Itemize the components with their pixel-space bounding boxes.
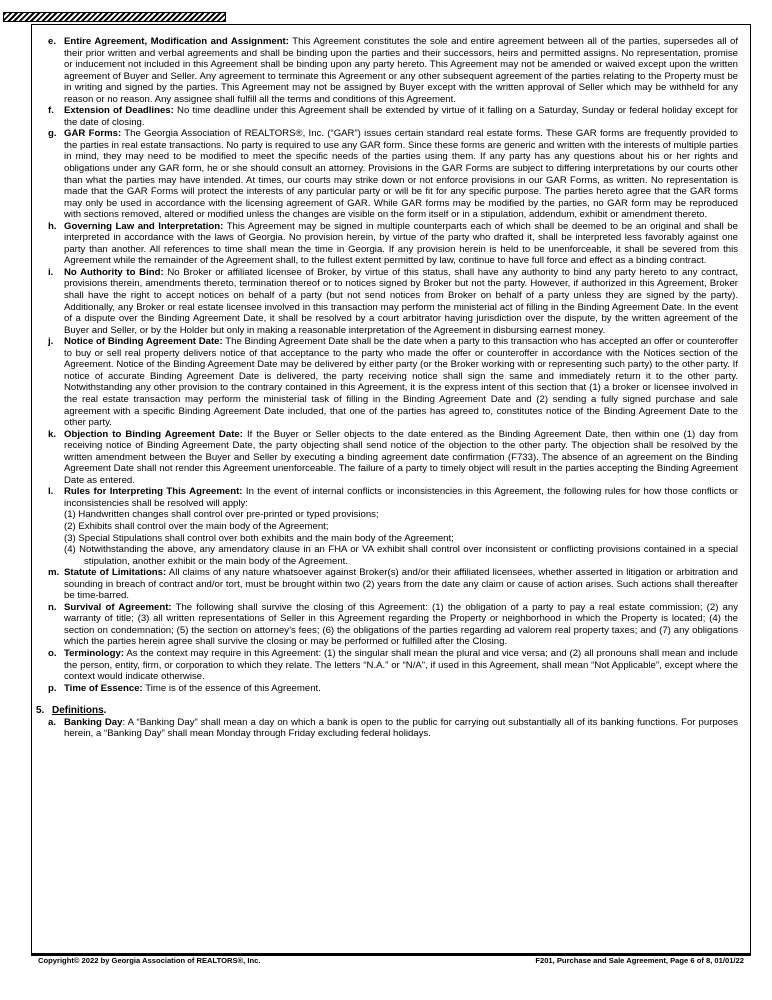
clause-label: f.	[48, 105, 54, 117]
rules-list-item: (2) Exhibits shall control over the main body of the Agreement;	[64, 520, 329, 532]
clause-title: No Authority to Bind:	[64, 266, 164, 278]
clause-label: p.	[48, 682, 57, 694]
clause-label: o.	[48, 647, 57, 659]
clause-title: Governing Law and Interpretation:	[64, 220, 224, 232]
clause-text: Time is of the essence of this Agreement.	[142, 682, 321, 694]
section-title: Definitions	[52, 705, 104, 717]
clause-label: g.	[48, 128, 57, 140]
section-title-period: .	[103, 705, 107, 717]
clause-title: Banking Day	[64, 716, 123, 728]
clause-p	[48, 683, 738, 695]
clause-title: Extension of Deadlines:	[64, 105, 174, 117]
clause-title: GAR Forms:	[64, 128, 122, 140]
header-hatch-bar	[3, 12, 226, 22]
definition-a	[48, 717, 738, 740]
clause-label: m.	[48, 567, 60, 579]
clause-text: No Broker or affiliated licensee of Broker, by virtue of this status, shall have any authority to bind any party hereto to any contract, provisions therein, amendments thereto, termination thereof or to notices signed by Broker but not the party. However, if authorized in this Agreement, Broker shall have the right to accept notices on behalf of a party (but not send notices from Broker on behalf of a party unless they are signed by the party). Additionally, any Broker or real estate licensee involved in this transaction may perform the ministerial act of filling in the Binding Agreement Date. In the event of a dispute over the Binding Agreement Date, it shall be resolved by a court arbitrator having jurisdiction over the dispute, by the written agreement of the Buyer and Seller, or by the Holder but only in making a reasonable interpretation of the Agreement in disbursing earnest money.	[64, 266, 738, 336]
clause-text: The following shall survive the closing of this Agreement: (1) the obligation of a party to pay a real estate commission; (2) any warranty of title; (3) all written representations of Seller in this Agreement regarding the Property or neighborhood in which the Property is located; (4) the section on condemnation; (5) the section on attorney’s fees; (6) the obligations of the parties regarding ad valorem real property taxes; and (7) any obligations which the parties herein agree shall survive the closing or may be performed or fulfilled after the Closing.	[64, 601, 739, 648]
clause-label: h.	[48, 220, 57, 232]
clause-label: n.	[48, 601, 57, 613]
clause-text: : A “Banking Day” shall mean a day on which a bank is open to the public for carrying out substantially all of its banking functions. For purposes herein, a “Banking Day” shall mean Monday through Friday excluding federal holidays.	[64, 716, 738, 740]
clause-text: The Georgia Association of REALTORS®, Inc. (“GAR”) issues certain standard real estate forms. These GAR forms are frequently provided to the parties in real estate transactions. No party is required to use any GAR form. Since these forms are generic and written with the interests of multiple parties in mind, they may need to be modified to meet the specific needs of the parties using them. If any party has any questions about his or her rights and obligations under any GAR form, he or she should consult an attorney. Provisions in the GAR Forms are subject to differing interpretations by our courts other than what the parties may have intended. At times, our courts may strike down or not enforce provisions in our GAR Forms, as written. No representation is made that the GAR Forms will protect the interests of any particular party or will be fit for any specific purpose. The parties hereto agree that the GAR forms may only be used in accordance with the licensing agreement of GAR. While GAR forms may be modified by the parties, no GAR form may be reproduced with sections removed, altered or modified unless the changes are visible on the form itself or in a stipulation, addendum, exhibit or amendment thereto.	[64, 128, 738, 221]
clause-title: Statute of Limitations:	[64, 567, 167, 579]
clause-title: Time of Essence:	[64, 682, 143, 694]
clause-label: l.	[48, 486, 54, 498]
rules-list	[64, 509, 738, 567]
clause-text: This Agreement constitutes the sole and entire agreement between all of the parties, supersedes all of their prior written and verbal agreements and shall be binding upon the parties and their successors, heirs and permitted assigns. No representation, promise or inducement not included in this Agreement shall be binding upon any party hereto. This Agreement may not be amended or waived except upon the written agreement of Buyer and Seller. Any agreement to terminate this Agreement or any other subsequent agreement of the parties relating to the Property must be in writing and signed by the parties. This Agreement may not be assigned by Buyer except with the written approval of Seller which may be withheld for any reason or no reason. Any assignee shall fulfill all the terms and conditions of this Agreement.	[64, 36, 738, 105]
clause-j	[48, 336, 738, 428]
clause-title: Survival of Agreement:	[64, 601, 172, 613]
clause-title: Objection to Binding Agreement Date:	[64, 428, 243, 440]
footer-copyright: Copyright© 2022 by Georgia Association of REALTORS®, Inc.	[38, 956, 261, 965]
clause-l	[48, 486, 738, 567]
clause-title: Rules for Interpreting This Agreement:	[64, 486, 243, 498]
clause-text: As the context may require in this Agreement: (1) the singular shall mean the plural and vice versa; and (2) all pronouns shall mean and include the person, entity, firm, or corporation to which they relate. The letters “N.A.” or “N/A”, if used in this Agreement, shall mean “Not Applicable”, except where the context would indicate otherwise.	[64, 647, 738, 683]
clause-m	[48, 567, 738, 602]
clause-g	[48, 128, 738, 220]
clause-n	[48, 602, 738, 648]
clause-label: e.	[48, 36, 57, 47]
clause-text: All claims of any nature whatsoever against Broker(s) and/or their affiliated licensees, whether asserted in litigation or arbitration and sounding in breach of contract and/or tort, must be brought within two (2) years from the date any claim or cause of action arises. Such actions shall thereafter be time-barred.	[64, 567, 739, 602]
clause-label: i.	[48, 266, 54, 278]
clause-f	[48, 105, 738, 128]
clause-label: k.	[48, 428, 57, 440]
page-footer	[38, 956, 744, 965]
rules-list-item: (3) Special Stipulations shall control over both exhibits and the main body of the Agreement;	[64, 532, 454, 544]
clause-text: This Agreement may be signed in multiple counterparts each of which shall be deemed to be an original and shall be interpreted in accordance with the laws of Georgia. No provision herein, by virtue of the party who drafted it, shall be interpreted less favorably against one party than another. All references to time shall mean the time in Georgia. If any provision herein is held to be unenforceable, it shall be severed from this Agreement while the remainder of the Agreement shall, to the fullest extent permitted by law, continue to have full force and effect as a binding contract.	[64, 220, 738, 267]
clause-text: In the event of internal conflicts or inconsistencies in this Agreement, the following rules for how those conflicts or inconsistencies shall be resolved will apply:	[64, 486, 738, 509]
rules-list-item: (1) Handwritten changes shall control over pre-printed or typed provisions;	[64, 509, 379, 521]
clause-text: If the Buyer or Seller objects to the date entered as the Binding Agreement Date, then within one (1) day from receiving notice of Binding Agreement Date, the party objecting shall send notice of the objection to the other party. The objection shall be resolved by the written amendment between the Buyer and Seller by executing a binding agreement date confirmation (F733). The absence of an agreement on the Binding Agreement Date shall not render this Agreement unenforceable. The failure of a party to timely object will result in the parties accepting the Binding Agreement Date as entered.	[64, 428, 738, 486]
rules-list-item: (4) Notwithstanding the above, any amendatory clause in an FHA or VA exhibit shall control over inconsistent or conflicting provisions contained in a special stipulation, another exhibit or the main body of the Agreement.	[64, 544, 738, 567]
clause-title: Entire Agreement, Modification and Assignment:	[64, 36, 289, 47]
clause-label: j.	[48, 336, 54, 348]
clause-i	[48, 267, 738, 336]
section-number: 5.	[36, 705, 45, 717]
clause-h	[48, 221, 738, 267]
document-body	[36, 36, 739, 740]
clause-label: a.	[48, 716, 57, 728]
clause-title: Notice of Binding Agreement Date:	[64, 336, 223, 348]
clause-e	[48, 36, 738, 105]
clause-o	[48, 648, 738, 683]
clause-title: Terminology:	[64, 647, 125, 659]
footer-form-info: F201, Purchase and Sale Agreement, Page 6 of 8, 01/01/22	[535, 956, 744, 965]
clause-text: No time deadline under this Agreement shall be extended by virtue of it falling on a Saturday, Sunday or federal holiday except for the date of closing.	[64, 105, 738, 128]
clause-text: The Binding Agreement Date shall be the date when a party to this transaction who has accepted an offer or counteroffer to buy or sell real property delivers notice of that acceptance to the party who made the offer or counteroffer in accordance with the Notices section of the Agreement. Notice of the Binding Agreement Date may be delivered by either party (or the Broker working with or representing such party) to the other party. If notice of accurate Binding Agreement Date is delivered, the party receiving notice shall sign the same and immediately return it to the other party. Notwithstanding any other provision to the contrary contained in this Agreement, it is the express intent of this section that (1) a broker or licensee involved in the real estate transaction may perform the ministerial task of filling in the Binding Agreement Date and (2) sending a fully signed purchase and sale agreement with a specific Binding Agreement Date included, that one of the parties has agreed to, constitutes notice of the Binding Agreement Date to the other party.	[64, 336, 739, 429]
clause-k	[48, 429, 738, 487]
section-5-heading	[36, 705, 738, 717]
